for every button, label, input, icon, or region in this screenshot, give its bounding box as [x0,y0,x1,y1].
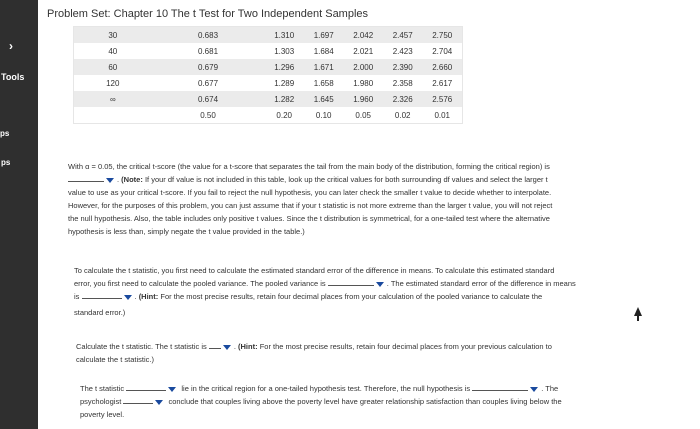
page-title: Problem Set: Chapter 10 The t Test for Two Independent Samples [47,8,369,20]
t-value-cell: 2.617 [432,78,453,88]
t-value-cell: 2.042 [343,27,383,43]
t-value-cell: 2.423 [392,46,413,56]
chevron-down-icon[interactable] [124,295,132,300]
tools-label[interactable]: Tools [1,72,25,82]
t-value-cell: 1.282 [264,91,304,107]
chevron-down-icon[interactable] [168,387,176,392]
t-statistic-paragraph: Calculate the t statistic. The t statistic is . (Hint: For the most precise results, retain four decimal places from your previous calculation to calculate the t statistic.) [76,342,552,364]
t-value-cell: 2.021 [353,46,374,56]
null-hypothesis-dropdown[interactable] [472,382,528,391]
t-value-cell: 2.750 [422,27,462,43]
r-cell: 0.681 [198,46,219,56]
table-row [74,91,462,107]
t-value-cell: 2.390 [383,59,423,75]
sidebar-label-ps-2[interactable]: ps [1,158,11,167]
t-value-cell: 1.303 [274,46,295,56]
alpha-cell: 0.05 [355,110,371,120]
alpha-cell: 0.02 [394,110,411,120]
t-value-cell: 1.697 [304,27,344,43]
df-cell: 30 [74,27,152,43]
t-value-cell: 1.980 [353,78,374,88]
t-value-cell: 2.576 [422,91,462,107]
df-cell: 120 [106,78,120,88]
table-row [74,43,462,59]
alpha-cell: 0.20 [276,110,292,120]
t-value-cell: 1.960 [343,91,383,107]
chevron-down-icon[interactable] [376,282,384,287]
r-cell: 0.677 [198,78,219,88]
t-value-cell: 2.457 [383,27,423,43]
t-value-cell: 1.289 [274,78,295,88]
pooled-variance-dropdown[interactable] [328,277,374,286]
mouse-pointer-icon [634,307,642,316]
t-value-cell: 1.296 [264,59,304,75]
t-value-cell: 2.358 [392,78,413,88]
table-row [74,27,462,43]
critical-t-paragraph: With α = 0.05, the critical t-score (the value for a t-score that separates the tail from the main body of the distribution, forming the critical region) is . (Note: If your df value is not included in this table, look up the critical values for both surrounding df values and select the larger t value to use as your critical t-score. If you fail to reject the null hypothesis, you can later check the smaller t value to decide whether to interpolate. However, for the purposes of this problem, you can just assume that if your t statistic is not more extreme than the larger t value, you will not reject the null hypothesis. Also, the table includes only positive t values. Since the t distribution is symmetrical, for a one-tailed test where the alternative hypothesis is less than, simply negate the t value provided in the table.) [68,162,553,236]
t-value-cell: 1.310 [264,27,304,43]
df-cell: ∞ [74,91,152,107]
conclusion-dropdown[interactable] [123,395,153,404]
t-value-cell: 1.645 [304,91,344,107]
t-value-cell: 2.000 [343,59,383,75]
alpha-cell: 0.01 [434,110,451,120]
t-value-cell: 2.660 [422,59,462,75]
chevron-down-icon[interactable] [155,400,163,405]
t-statistic-dropdown[interactable] [209,340,221,349]
standard-error-dropdown[interactable] [82,290,122,299]
t-value-cell: 1.684 [313,46,334,56]
chevron-down-icon[interactable] [530,387,538,392]
main-panel [38,0,700,429]
t-value-cell: 1.658 [313,78,334,88]
sidebar [0,0,38,429]
table-row [74,75,462,91]
df-cell: 60 [74,59,152,75]
df-cell: 40 [108,46,118,56]
standard-error-paragraph: To calculate the t statistic, you first need to calculate the estimated standard error of the difference in means. To calculate this estimated standard error, you first need to calculate the pooled variance. The pooled variance is . The estimated standard error of the difference in means is . (Hint: For the most precise results, retain four decimal places from your calculation of the pooled variance to calculate the standard error.) [74,266,576,317]
r-cell: 0.674 [152,91,265,107]
critical-region-dropdown[interactable] [126,382,166,391]
conclusion-paragraph: The t statistic lie in the critical region for a one-tailed hypothesis test. Therefore, the null hypothesis is . The psychologist conclude that couples living above the poverty level have greater relationship satisfaction than couples living below the poverty level. [80,384,562,419]
sidebar-label-ps-1[interactable]: ps [0,129,10,138]
r-cell: 0.679 [152,59,265,75]
chevron-down-icon[interactable] [106,178,114,183]
t-value-cell: 2.704 [432,46,453,56]
t-value-cell: 2.326 [383,91,423,107]
table-footer-row [74,107,462,123]
alpha-cell: 0.50 [200,110,216,120]
critical-t-dropdown[interactable] [68,173,104,182]
table-row [74,59,462,75]
chevron-right-icon[interactable]: › [9,39,13,53]
t-value-cell: 1.671 [304,59,344,75]
chevron-down-icon[interactable] [223,345,231,350]
r-cell: 0.683 [152,27,265,43]
critical-values-table [73,26,463,124]
alpha-cell: 0.10 [315,110,332,120]
